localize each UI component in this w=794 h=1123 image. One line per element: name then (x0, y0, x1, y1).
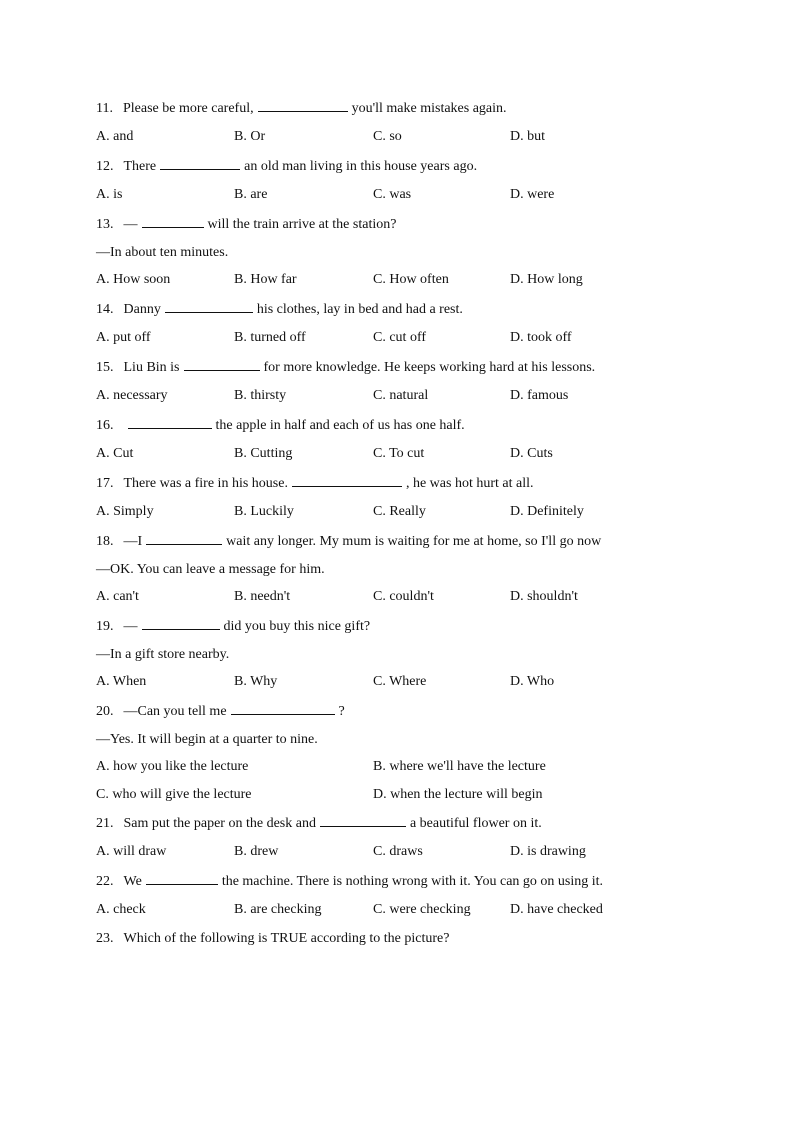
answer-blank[interactable] (142, 615, 220, 630)
question-text-tail: for more knowledge. He keeps working hard at his lessons. (263, 360, 596, 375)
question-number: 14. (96, 302, 114, 317)
option-b[interactable]: B. are checking (234, 902, 322, 917)
question-text: — (123, 619, 138, 634)
question-16 (96, 414, 756, 443)
option-c[interactable]: C. Really (373, 504, 426, 519)
question-19 (96, 615, 756, 644)
question-15 (96, 356, 756, 385)
question-number: 23. (96, 931, 114, 946)
option-c[interactable]: C. To cut (373, 446, 425, 461)
question-17 (96, 472, 756, 501)
question-text-tail: ? (338, 704, 345, 719)
option-a[interactable]: A. Simply (96, 504, 154, 519)
question-text-tail: the machine. There is nothing wrong with it. You can go on using it. (221, 874, 604, 889)
option-d[interactable]: D. but (510, 129, 545, 144)
option-row (96, 327, 756, 356)
option-a[interactable]: A. Cut (96, 446, 134, 461)
option-row (96, 385, 756, 414)
question-14 (96, 298, 756, 327)
option-d[interactable]: D. Who (510, 674, 555, 689)
question-text-tail: you'll make mistakes again. (351, 101, 507, 116)
option-row (96, 841, 756, 870)
option-d[interactable]: D. is drawing (510, 844, 586, 859)
option-a[interactable]: A. can't (96, 589, 139, 604)
option-a[interactable]: A. check (96, 902, 146, 917)
option-c[interactable]: C. draws (373, 844, 423, 859)
question-text: —I (123, 534, 143, 549)
question-list (96, 97, 756, 957)
answer-blank[interactable] (146, 530, 222, 545)
option-a[interactable]: A. When (96, 674, 147, 689)
question-12 (96, 155, 756, 184)
question-text: There was a fire in his house. (123, 476, 288, 491)
option-b[interactable]: B. thirsty (234, 388, 287, 403)
option-c[interactable]: C. couldn't (373, 589, 434, 604)
option-row (96, 501, 756, 530)
option-d[interactable]: D. How long (510, 272, 583, 287)
dialogue-reply: —OK. You can leave a message for him. (96, 562, 325, 577)
question-number: 20. (96, 704, 114, 719)
option-row (96, 126, 756, 155)
option-c[interactable]: C. Where (373, 674, 427, 689)
option-a[interactable]: A. is (96, 187, 123, 202)
question-text-tail: did you buy this nice gift? (223, 619, 371, 634)
option-b[interactable]: B. Why (234, 674, 278, 689)
question-number: 22. (96, 874, 114, 889)
option-row (96, 671, 756, 700)
question-number: 13. (96, 217, 114, 232)
option-row (96, 443, 756, 472)
question-20 (96, 700, 756, 729)
answer-blank[interactable] (320, 812, 406, 827)
answer-blank[interactable] (146, 870, 218, 885)
question-number: 18. (96, 534, 114, 549)
question-text: Liu Bin is (123, 360, 180, 375)
dialogue-reply: —Yes. It will begin at a quarter to nine. (96, 732, 318, 747)
question-text: —Can you tell me (123, 704, 227, 719)
option-b[interactable]: B. Or (234, 129, 266, 144)
question-text: We (123, 874, 142, 889)
option-b[interactable]: B. turned off (234, 330, 306, 345)
option-a[interactable]: A. how you like the lecture (96, 759, 249, 774)
option-row (96, 184, 756, 213)
option-row (96, 899, 756, 928)
question-text-tail: a beautiful flower on it. (409, 816, 542, 831)
answer-blank[interactable] (142, 213, 204, 228)
option-d[interactable]: D. famous (510, 388, 569, 403)
option-b[interactable]: B. Luckily (234, 504, 294, 519)
option-a[interactable]: A. and (96, 129, 134, 144)
answer-blank[interactable] (184, 356, 260, 371)
question-22 (96, 870, 756, 899)
answer-blank[interactable] (231, 700, 335, 715)
question-text: Sam put the paper on the desk and (123, 816, 316, 831)
option-row (96, 586, 756, 615)
question-23 (96, 928, 756, 957)
question-text: There (123, 159, 157, 174)
question-number: 11. (96, 101, 113, 116)
question-21 (96, 812, 756, 841)
question-text-tail: wait any longer. My mum is waiting for me at home, so I'll go now (226, 534, 602, 549)
question-text: Which of the following is TRUE according to the picture? (123, 931, 450, 946)
option-a[interactable]: A. How soon (96, 272, 171, 287)
question-11 (96, 97, 756, 126)
option-c[interactable]: C. cut off (373, 330, 427, 345)
option-d[interactable]: D. Definitely (510, 504, 584, 519)
dialogue-reply: —In about ten minutes. (96, 245, 229, 260)
question-number: 17. (96, 476, 114, 491)
answer-blank[interactable] (165, 298, 253, 313)
option-c[interactable]: C. natural (373, 388, 429, 403)
option-b[interactable]: B. drew (234, 844, 279, 859)
question-text-tail: will the train arrive at the station? (207, 217, 397, 232)
question-number: 19. (96, 619, 114, 634)
option-b[interactable]: B. are (234, 187, 268, 202)
option-row (96, 269, 756, 298)
option-d[interactable]: D. were (510, 187, 555, 202)
dialogue-reply: —In a gift store nearby. (96, 647, 230, 662)
option-c[interactable]: C. How often (373, 272, 449, 287)
option-row (96, 756, 756, 784)
option-row (96, 784, 756, 812)
question-number: 21. (96, 816, 114, 831)
question-number: 16. (96, 418, 114, 433)
option-d[interactable]: D. took off (510, 330, 572, 345)
option-d[interactable]: D. when the lecture will begin (373, 787, 543, 802)
question-text-tail: his clothes, lay in bed and had a rest. (256, 302, 463, 317)
question-number: 15. (96, 360, 114, 375)
answer-blank[interactable] (128, 414, 212, 429)
option-b[interactable]: B. where we'll have the lecture (373, 759, 546, 774)
option-c[interactable]: C. was (373, 187, 412, 202)
question-text-tail: , he was hot hurt at all. (405, 476, 534, 491)
option-a[interactable]: A. necessary (96, 388, 168, 403)
question-text-tail: an old man living in this house years ago. (244, 159, 478, 174)
question-18 (96, 530, 756, 559)
option-d[interactable]: D. shouldn't (510, 589, 578, 604)
answer-blank[interactable] (292, 472, 402, 487)
question-text-tail: the apple in half and each of us has one half. (215, 418, 465, 433)
question-13 (96, 213, 756, 242)
option-d[interactable]: D. Cuts (510, 446, 553, 461)
answer-blank[interactable] (160, 155, 240, 170)
question-number: 12. (96, 159, 114, 174)
question-text: Please be more careful, (122, 101, 254, 116)
option-a[interactable]: A. will draw (96, 844, 167, 859)
option-c[interactable]: C. who will give the lecture (96, 787, 252, 802)
question-text: — (123, 217, 138, 232)
option-b[interactable]: B. How far (234, 272, 297, 287)
answer-blank[interactable] (258, 97, 348, 112)
option-a[interactable]: A. put off (96, 330, 151, 345)
option-c[interactable]: C. were checking (373, 902, 471, 917)
option-c[interactable]: C. so (373, 129, 402, 144)
option-b[interactable]: B. needn't (234, 589, 291, 604)
option-b[interactable]: B. Cutting (234, 446, 293, 461)
option-d[interactable]: D. have checked (510, 902, 603, 917)
question-text: Danny (123, 302, 161, 317)
